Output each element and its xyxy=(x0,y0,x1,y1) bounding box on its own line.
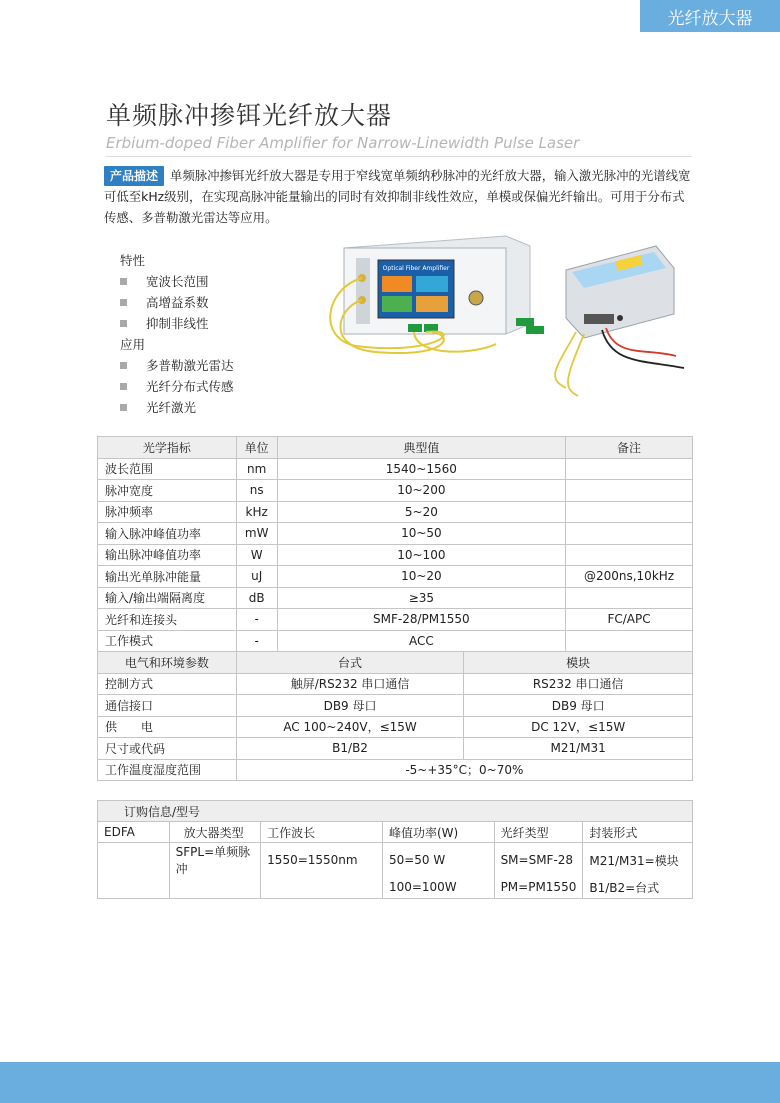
square-bullet-icon xyxy=(120,320,127,327)
feature-item: 抑制非线性 xyxy=(120,313,234,334)
table-row: 输出光单脉冲能量 uJ 10~20 @200ns,10kHz xyxy=(98,566,693,588)
table-row: 100=100W PM=PM1550 B1/B2=台式 xyxy=(98,877,693,898)
application-item: 光纤分布式传感 xyxy=(120,376,234,397)
screen-title: Optical Fiber Amplifier xyxy=(382,265,450,272)
square-bullet-icon xyxy=(120,278,127,285)
table-row: 工作温度湿度范围 -5~+35°C；0~70% xyxy=(98,759,693,781)
square-bullet-icon xyxy=(120,404,127,411)
column-header: 光学指标 xyxy=(98,437,237,459)
feature-item: 高增益系数 xyxy=(120,292,234,313)
square-bullet-icon xyxy=(120,383,127,390)
column-header: 单位 xyxy=(236,437,277,459)
optical-spec-table xyxy=(97,436,693,652)
table-header-row xyxy=(98,437,693,459)
power-wires xyxy=(555,328,684,396)
column-header: 电气和环境参数 xyxy=(98,652,237,674)
features-heading: 特性 xyxy=(120,253,146,268)
column-header: 备注 xyxy=(566,437,693,459)
table-row: 供 电 AC 100~240V，≤15W DC 12V，≤15W xyxy=(98,716,693,738)
table-row: 光纤和连接头 - SMF-28/PM1550 FC/APC xyxy=(98,609,693,631)
ordering-title-row xyxy=(98,801,693,822)
module-unit-image xyxy=(516,246,674,338)
feature-item: 宽波长范围 xyxy=(120,271,234,292)
square-bullet-icon xyxy=(120,362,127,369)
product-description xyxy=(104,165,694,228)
table-row: 尺寸或代码 B1/B2 M21/M31 xyxy=(98,738,693,760)
benchtop-unit-image xyxy=(344,236,530,334)
applications-heading: 应用 xyxy=(120,337,146,352)
table-header-row xyxy=(98,652,693,674)
table-row: 通信接口 DB9 母口 DB9 母口 xyxy=(98,695,693,717)
table-row: 输出脉冲峰值功率 W 10~100 xyxy=(98,544,693,566)
column-header: 模块 xyxy=(464,652,693,674)
ordering-title: 订购信息/型号 xyxy=(98,801,693,822)
page-subtitle: Erbium-doped Fiber Amplifier for Narrow-Linewidth Pulse Laser xyxy=(106,134,580,152)
table-row: 脉冲宽度 ns 10~200 xyxy=(98,480,693,502)
application-item: 多普勒激光雷达 xyxy=(120,355,234,376)
table-row: 脉冲频率 kHz 5~20 xyxy=(98,501,693,523)
description-badge: 产品描述 xyxy=(104,166,164,186)
column-header: 台式 xyxy=(236,652,464,674)
category-tab: 光纤放大器 xyxy=(640,0,780,32)
electrical-spec-table xyxy=(97,651,693,781)
features-list xyxy=(120,250,234,418)
table-row: 波长范围 nm 1540~1560 xyxy=(98,458,693,480)
table-row: 控制方式 触屏/RS232 串口通信 RS232 串口通信 xyxy=(98,673,693,695)
square-bullet-icon xyxy=(120,299,127,306)
table-row: 输入脉冲峰值功率 mW 10~50 xyxy=(98,523,693,545)
footer-band xyxy=(0,1062,780,1103)
application-item: 光纤激光 xyxy=(120,397,234,418)
title-divider xyxy=(106,156,692,157)
table-row: 工作模式 - ACC xyxy=(98,630,693,652)
description-text: 单频脉冲掺铒光纤放大器是专用于窄线宽单频纳秒脉冲的光纤放大器，输入激光脉冲的光谱线宽可低至kHz级别，在实现高脉冲能量输出的同时有效抑制非线性效应，单模或保偏光纤输出。可用于分布式传感、多普勒激光雷达等应用。 xyxy=(104,168,691,225)
product-illustration xyxy=(316,228,696,408)
column-header: 典型值 xyxy=(277,437,565,459)
page-title: 单频脉冲掺铒光纤放大器 xyxy=(106,101,393,130)
ordering-table xyxy=(97,800,693,899)
ordering-header-row: EDFA 放大器类型 工作波长 峰值功率(W) 光纤类型 封装形式 xyxy=(98,822,693,843)
table-row: 输入/输出端隔离度 dB ≥35 xyxy=(98,587,693,609)
table-row: SFPL=单频脉冲 1550=1550nm 50=50 W SM=SMF-28 M21/M31=模块 xyxy=(98,843,693,878)
